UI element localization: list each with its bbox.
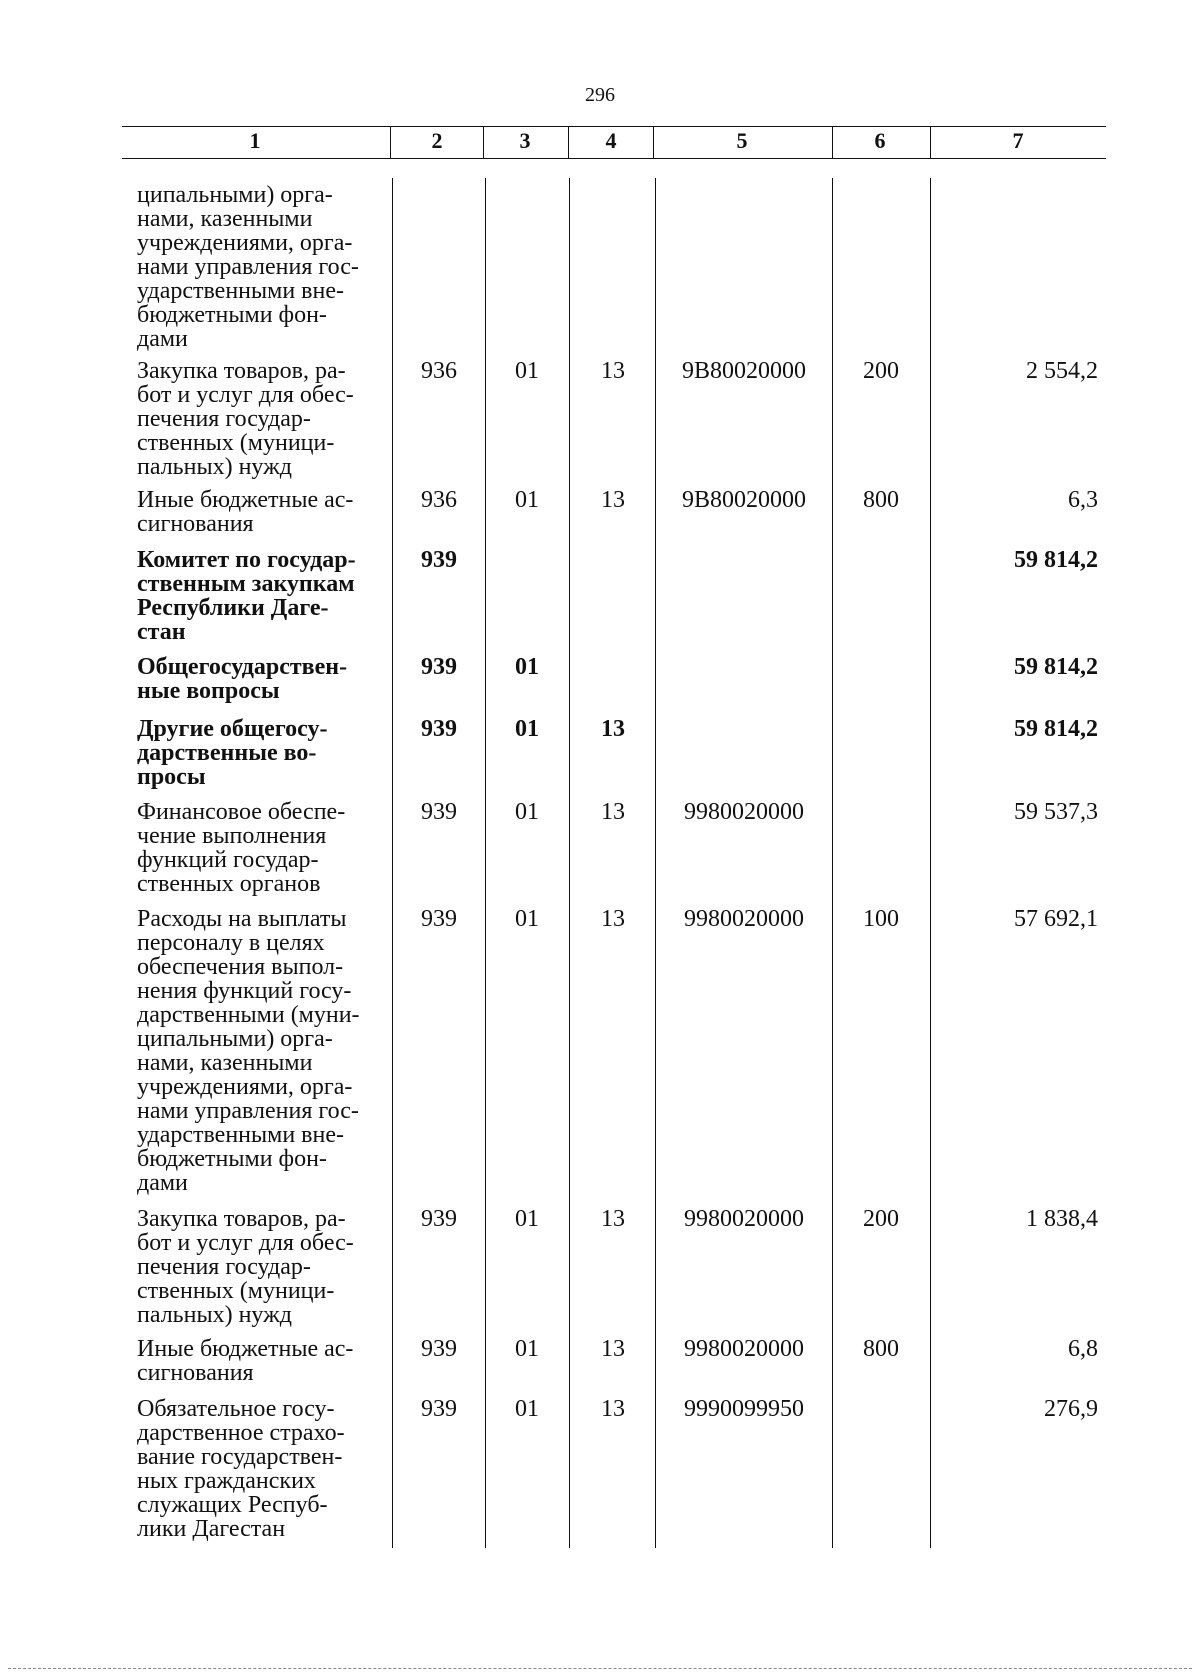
cell-ministry-code: 939 xyxy=(421,799,457,825)
cell-ministry-code: 939 xyxy=(421,1206,457,1232)
row-name: Расходы на выплаты персоналу в целях обеспечения выпол- нения функций госу- дарственными (муни- ципальными) орга- нами, казенными учреждениями, орга- нами управления гос- ударственными вне- бюджетными фон- дами xyxy=(137,906,360,1196)
cell-amount: 6,8 xyxy=(1068,1336,1098,1362)
column-header-5: 5 xyxy=(736,128,748,153)
column-header-2: 2 xyxy=(431,128,443,153)
cell-expense-type: 800 xyxy=(863,487,899,513)
row-name: ципальными) орга- нами, казенными учреждениями, орга- нами управления гос- ударственными вне- бюджетными фон- дами xyxy=(137,182,359,352)
cell-amount: 59 814,2 xyxy=(1014,547,1098,573)
cell-target-article: 9980020000 xyxy=(684,1206,804,1232)
page-number: 296 xyxy=(585,84,615,106)
header-column-divider xyxy=(390,126,391,158)
column-header-4: 4 xyxy=(605,128,617,153)
column-header-1: 1 xyxy=(249,128,261,153)
cell-amount: 1 838,4 xyxy=(1026,1206,1098,1232)
cell-amount: 2 554,2 xyxy=(1026,358,1098,384)
cell-subsection: 13 xyxy=(601,716,625,742)
row-name: Другие общегосу- дарственные во- просы xyxy=(137,716,328,790)
cell-section: 01 xyxy=(515,487,539,513)
header-top-rule xyxy=(122,126,1106,127)
cell-target-article: 9980020000 xyxy=(684,1336,804,1362)
header-column-divider xyxy=(653,126,654,158)
cell-section: 01 xyxy=(515,906,539,932)
column-header-6: 6 xyxy=(874,128,886,153)
cell-subsection: 13 xyxy=(601,487,625,513)
column-divider xyxy=(392,178,393,1548)
cell-amount: 59 814,2 xyxy=(1014,716,1098,742)
cell-target-article: 9990099950 xyxy=(684,1396,804,1422)
row-name: Обязательное госу- дарственное страхо- вание государствен- ных гражданских служащих Респуб- лики Дагестан xyxy=(137,1396,345,1542)
cell-ministry-code: 939 xyxy=(421,716,457,742)
cell-amount: 59 814,2 xyxy=(1014,654,1098,680)
cell-subsection: 13 xyxy=(601,1396,625,1422)
column-header-7: 7 xyxy=(1012,128,1024,153)
row-name: Иные бюджетные ас- сигнования xyxy=(137,1336,354,1386)
cell-target-article: 9980020000 xyxy=(684,906,804,932)
cell-section: 01 xyxy=(515,1336,539,1362)
header-column-divider xyxy=(483,126,484,158)
cell-amount: 276,9 xyxy=(1044,1396,1098,1422)
cell-expense-type: 800 xyxy=(863,1336,899,1362)
cell-ministry-code: 939 xyxy=(421,547,457,573)
header-column-divider xyxy=(930,126,931,158)
cell-target-article: 9В80020000 xyxy=(681,487,806,513)
cell-section: 01 xyxy=(515,1206,539,1232)
cell-target-article: 9В80020000 xyxy=(681,358,806,384)
cell-amount: 6,3 xyxy=(1068,487,1098,513)
cell-expense-type: 100 xyxy=(863,906,899,932)
cell-ministry-code: 939 xyxy=(421,906,457,932)
row-name: Финансовое обеспе- чение выполнения функций государ- ственных органов xyxy=(137,799,346,897)
cell-section: 01 xyxy=(515,1396,539,1422)
cell-section: 01 xyxy=(515,654,539,680)
cell-subsection: 13 xyxy=(601,1206,625,1232)
header-bottom-rule xyxy=(122,158,1106,159)
row-name: Закупка товаров, ра- бот и услуг для обес- печения государ- ственных (муници- пальных) нужд xyxy=(137,358,354,480)
cell-section: 01 xyxy=(515,799,539,825)
cell-subsection: 13 xyxy=(601,358,625,384)
cell-section: 01 xyxy=(515,358,539,384)
cell-target-article: 9980020000 xyxy=(684,799,804,825)
column-header-3: 3 xyxy=(519,128,531,153)
cell-ministry-code: 939 xyxy=(421,1336,457,1362)
cell-subsection: 13 xyxy=(601,799,625,825)
scan-edge-line xyxy=(8,1668,1192,1669)
cell-ministry-code: 939 xyxy=(421,1396,457,1422)
cell-expense-type: 200 xyxy=(863,358,899,384)
cell-amount: 57 692,1 xyxy=(1014,906,1098,932)
cell-section: 01 xyxy=(515,716,539,742)
cell-amount: 59 537,3 xyxy=(1014,799,1098,825)
cell-ministry-code: 939 xyxy=(421,654,457,680)
cell-ministry-code: 936 xyxy=(421,358,457,384)
cell-expense-type: 200 xyxy=(863,1206,899,1232)
header-column-divider xyxy=(832,126,833,158)
row-name: Закупка товаров, ра- бот и услуг для обес- печения государ- ственных (муници- пальных) нужд xyxy=(137,1206,354,1328)
cell-ministry-code: 936 xyxy=(421,487,457,513)
cell-subsection: 13 xyxy=(601,1336,625,1362)
header-column-divider xyxy=(568,126,569,158)
row-name: Комитет по государ- ственным закупкам Республики Даге- стан xyxy=(137,547,356,645)
cell-subsection: 13 xyxy=(601,906,625,932)
row-name: Иные бюджетные ас- сигнования xyxy=(137,487,354,537)
row-name: Общегосударствен- ные вопросы xyxy=(137,654,348,704)
